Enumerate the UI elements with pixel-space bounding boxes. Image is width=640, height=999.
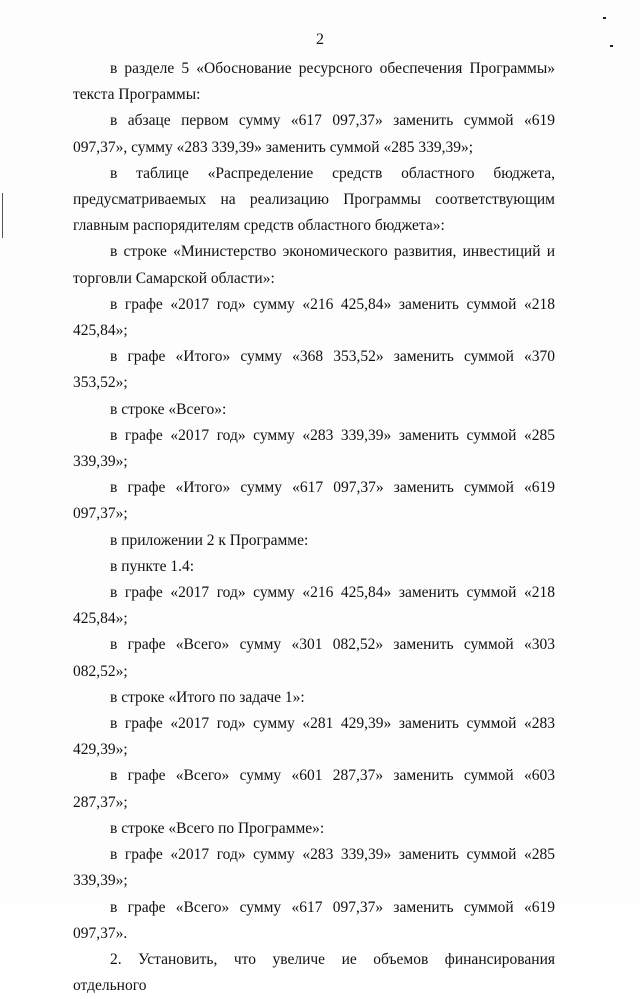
paragraph: в графе «Всего» сумму «601 287,37» заменить суммой «603 287,37»; (73, 767, 555, 811)
scan-edge-line (2, 193, 3, 238)
document-body (73, 56, 555, 999)
paragraph: в графе «2017 год» сумму «281 429,39» заменить суммой «283 429,39»; (73, 715, 555, 759)
paragraph: в графе «2017 год» сумму «283 339,39» заменить суммой «285 339,39»; (73, 846, 555, 890)
paragraph: в графе «2017 год» сумму «216 425,84» заменить суммой «218 425,84»; (73, 584, 555, 628)
paragraph: в строке «Всего по Программе»: (110, 819, 325, 837)
paragraph: в графе «2017 год» сумму «283 339,39» заменить суммой «285 339,39»; (73, 426, 555, 471)
paragraph: в графе «Итого» сумму «368 353,52» заменить суммой «370 353,52»; (73, 348, 555, 392)
paragraph: в графе «Итого» сумму «617 097,37» заменить суммой «619 097,37»; (73, 479, 555, 523)
paragraph: 2. Установить, что увеличе ие объемов финансирования отдельного (73, 950, 555, 995)
paragraph: в графе «2017 год» сумму «216 425,84» заменить суммой «218 425,84»; (73, 295, 555, 340)
paragraph: в пункте 1.4: (110, 557, 195, 575)
paragraph: в строке «Всего»: (110, 400, 227, 418)
paragraph: в графе «Всего» сумму «301 082,52» заменить суммой «303 082,52»; (73, 636, 555, 680)
paragraph: в разделе 5 «Обоснование ресурсного обеспечения Программы» текста Программы: (73, 60, 555, 104)
paragraph: в графе «Всего» сумму «617 097,37» заменить суммой «619 097,37». (73, 898, 555, 942)
page-number: 2 (316, 31, 324, 48)
scan-speck (603, 17, 606, 19)
paragraph: в строке «Министерство экономического развития, инвестиций и торговли Самарской области»: (73, 243, 555, 287)
paragraph: в приложении 2 к Программе: (110, 531, 309, 549)
paragraph: в строке «Итого по задаче 1»: (110, 688, 305, 706)
paragraph: в абзаце первом сумму «617 097,37» заменить суммой «619 097,37», сумму «283 339,39» заменить суммой «285 339,39»; (73, 112, 555, 156)
paragraph: в таблице «Распределение средств областного бюджета, предусматриваемых на реализацию Программы соответствующим главным распорядителям средств областного бюджета»: (73, 164, 555, 235)
